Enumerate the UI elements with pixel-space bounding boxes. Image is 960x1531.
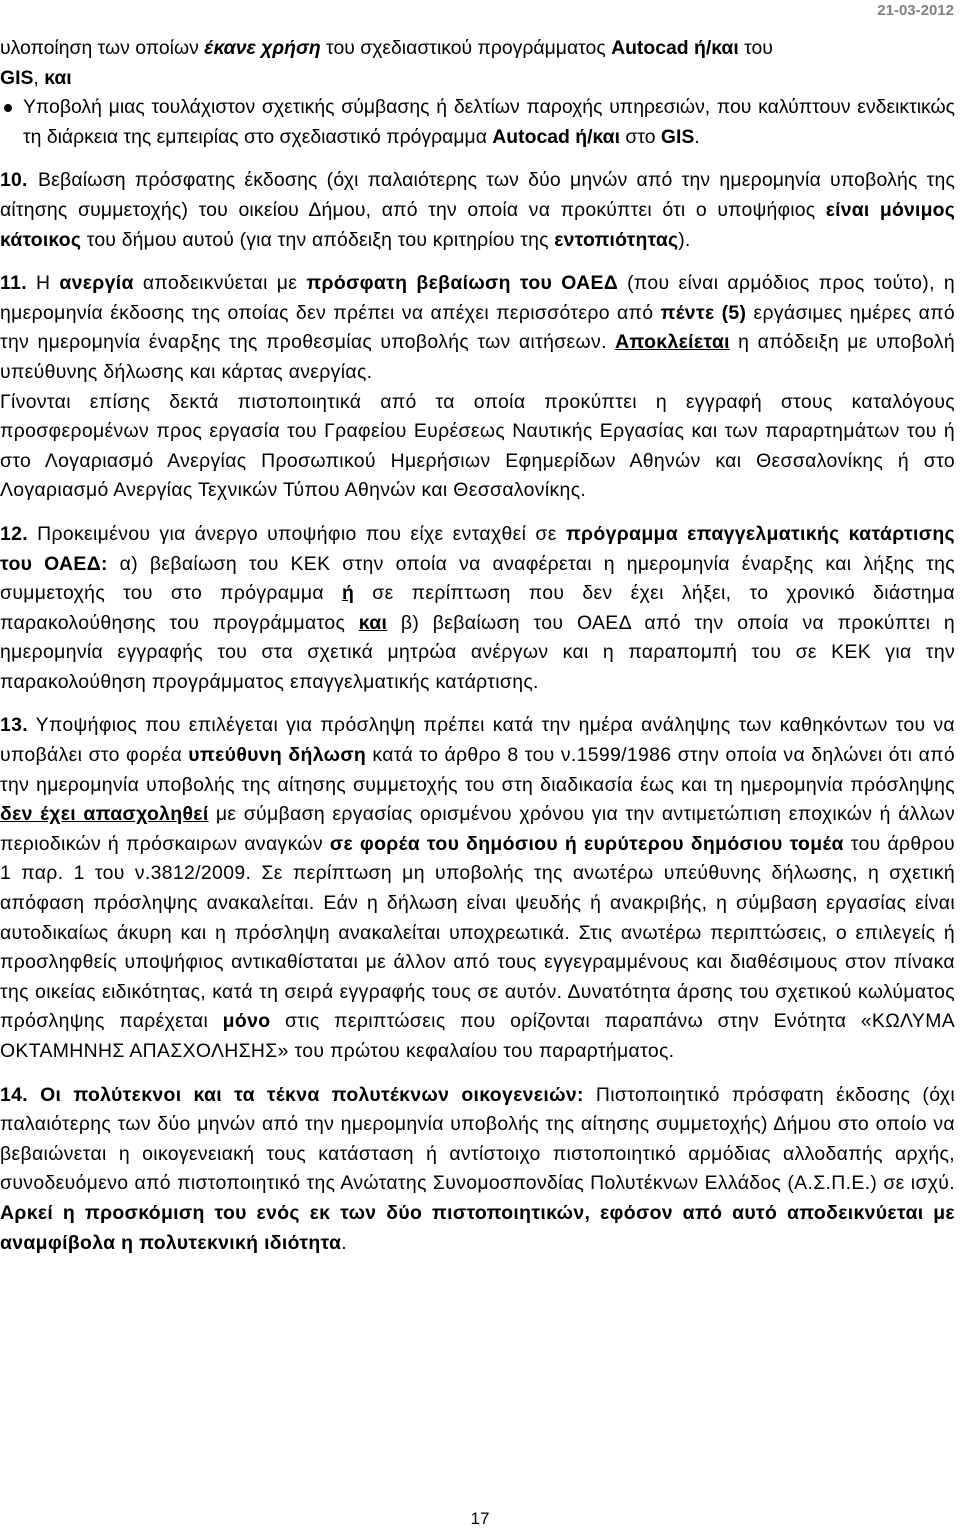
text: Υποψήφιος που επιλέγεται για πρόσληψη πρέπει κατά την ημέρα ανάληψης των καθηκόντων του να υποβάλει στο φορέα [0, 714, 955, 767]
paragraph-12 [0, 520, 955, 698]
text: β) βεβαίωση του ΟΑΕΔ από την οποία να προκύπτει η ημερομηνία εγγραφής του στα σχετικά μητρώα ανέργων και η παραπομπή του σε ΚΕΚ για την παρακολούθηση προγράμματος επαγγελματικής κατάρτισης. [0, 611, 955, 693]
emphasis-text: έκανε χρήση [204, 37, 321, 59]
emphasis-text: πέντε (5) [660, 301, 747, 324]
emphasis-text: : [100, 552, 120, 575]
emphasis-text: Οι πολύτεκνοι και τα τέκνα πολυτέκνων οικογενειών: [28, 1083, 584, 1106]
emphasis-text: πρόσφατη βεβαίωση του ΟΑΕΔ [306, 272, 619, 295]
paragraph-11-continued [0, 388, 955, 506]
text: κατά το άρθρο 8 του ν.1599/1986 στην οποία να δηλώνει ότι από την ημερομηνία υποβολής της αίτησης συμμετοχής του στη διαδικασία έως και τη ημερομηνία πρόσληψης [0, 744, 955, 796]
emphasis-text: υπεύθυνη δήλωση [188, 744, 367, 767]
text: εργάσιμες ημέρες από την ημερομηνία έναρξης της προθεσμίας υποβολής των αιτήσεων. [0, 301, 955, 354]
emphasis-text: Autocad ή/και [611, 37, 739, 59]
bullet-item [0, 93, 955, 152]
emphasis-text: μόνο [222, 1010, 271, 1033]
paragraph-number: 14. [0, 1083, 29, 1106]
document-body [0, 34, 955, 1258]
text: σε περίπτωση που δεν έχει λήξει, το χρονικό διάστημα παρακολούθησης του προγράμματος [0, 582, 955, 634]
text: ). [678, 228, 691, 251]
emphasis-text: είναι μόνιμος κάτοικος [0, 198, 955, 251]
paragraph-13 [0, 711, 955, 1066]
emphasis-text: Αρκεί η προσκόμιση του ενός εκ των δύο πιστοποιητικών, εφόσον από αυτό αποδεικνύεται με αναμφίβολα η πολυτεκνική ιδιότητα [0, 1201, 955, 1254]
text: Πιστοποιητικό πρόσφατη έκδοσης (όχι παλαιότερης των δύο μηνών από την ημερομηνία υποβολής της αίτησης συμμετοχής) Δήμου στο οποίο να βεβαιώνεται η οικογενειακή τους κατάσταση ή αντίστοιχο πιστοποιητικό αρμόδιας αλλοδαπής αρχής, συνοδευόμενο από πιστοποιητικό της Ανώτατης Συνομοσπονδίας Πολυτέκνων Ελλάδος (Α.Σ.Π.Ε.) σε ισχύ. [0, 1083, 955, 1195]
paragraph-14 [0, 1081, 955, 1259]
text: , [33, 66, 45, 89]
document-date: 21-03-2012 [877, 2, 954, 19]
bullet-dot-icon [4, 104, 12, 112]
text: Γίνονται επίσης δεκτά πιστοποιητικά από τα οποία προκύπτει η εγγραφή στους καταλόγους προσφερομένων προς εργασία του Γραφείου Ευρέσεως Ναυτικής Εργασίας και των παραρτημάτων του ή στο Λογαριασμό Ανεργίας Προσωπικού Ημερήσιων Εφημερίδων Αθηνών και Θεσσαλονίκης ή στο Λογαριασμό Ανεργίας Τεχνικών Τύπου Αθηνών και Θεσσαλονίκης. [0, 390, 955, 502]
text: αποδεικνύεται με [133, 272, 307, 295]
text: η απόδειξη με υποβολή υπεύθυνης δήλωσης και κάρτας ανεργίας. [0, 331, 955, 383]
emphasis-text: GIS [0, 66, 34, 89]
emphasis-text: Αποκλείεται [615, 331, 730, 354]
paragraph-10 [0, 166, 955, 255]
text: με σύμβαση εργασίας ορισμένου χρόνου για την αντιμετώπιση εποχικών ή άλλων περιοδικών ή πρόσκαιρων αναγκών [0, 803, 955, 855]
text: α) βεβαίωση του ΚΕΚ στην οποία να αναφέρεται η ημερομηνία έναρξης και λήξης της συμμετοχής του στο πρόγραμμα [0, 552, 955, 605]
emphasis-text: ή [342, 582, 355, 605]
text: Υποβολή μιας τουλάχιστον σχετικής σύμβασης ή δελτίων παροχής υπηρεσιών, που καλύπτουν ενδεικτικώς τη διάρκεια της εμπειρίας στο σχεδιαστικό πρόγραμμα [23, 96, 955, 148]
paragraph-11 [0, 269, 955, 387]
text: υλοποίηση των οποίων [0, 37, 205, 59]
text: του άρθρου 1 παρ. 1 του ν.3812/2009. Σε περίπτωση μη υποβολής της ανωτέρω υπεύθυνης δήλωσης, η σχετική απόφαση πρόσληψης ανακαλείται. Εάν η δήλωση είναι ψευδής ή ανακριβής, η σύμβαση εργασίας είναι αυτοδικαίως άκυρη και η πρόσληψη ανακαλείται υποχρεωτικά. Στις ανωτέρω περιπτώσεις, ο επιλεγείς ή προσληφθείς υποψήφιος αντικαθίσταται με άλλον από τους εγγεγραμμένους και διαθέσιμους στον πίνακα της οικείας ειδικότητας, κατά τη σειρά εγγραφής τους σε αυτόν. Δυνατότητα άρσης του σχετικού κωλύματος πρόσληψης παρέχεται [0, 832, 956, 1033]
emphasis-text: σε φορέα του δημόσιου ή ευρύτερου δημόσιου τομέα [329, 832, 844, 855]
text: του δήμου αυτού (για την απόδειξη του κριτηρίου της [81, 228, 555, 251]
emphasis-text: εντοπιότητας [554, 228, 679, 251]
emphasis-text: πρόγραμμα επαγγελματικής κατάρτισης του ΟΑΕΔ [0, 522, 955, 575]
paragraph-number: 12. [0, 522, 29, 545]
emphasis-text: ανεργία [59, 272, 134, 295]
text: . [694, 125, 700, 148]
text: Η [26, 272, 60, 295]
text: Βεβαίωση πρόσφατης έκδοσης (όχι παλαιότερης των δύο μηνών από την ημερομηνία υποβολής της αίτησης συμμετοχής) του οικείου Δήμου, από την οποία να προκύπτει ότι ο υποψήφιος [0, 169, 955, 221]
emphasis-text: GIS [660, 125, 695, 148]
emphasis-text: δεν έχει απασχοληθεί [0, 803, 209, 826]
text: Προκειμένου για άνεργο υποψήφιο που είχε ενταχθεί σε [28, 522, 566, 545]
text: του σχεδιαστικού προγράμματος [320, 37, 612, 59]
paragraph-number: 11. [0, 272, 27, 295]
text: . [341, 1231, 347, 1254]
paragraph-number: 10. [0, 169, 28, 192]
text: (που είναι αρμόδιος προς τούτο), η ημερομηνία έκδοσης της οποίας δεν πρέπει να απέχει περισσότερο από [0, 272, 955, 324]
text: στο [619, 125, 661, 148]
paragraph-number: 13. [0, 714, 29, 737]
emphasis-text: Autocad ή/και [492, 125, 620, 148]
emphasis-text: και [44, 66, 72, 89]
text: του [738, 37, 773, 59]
emphasis-text: και [358, 611, 388, 634]
page-number: 17 [470, 1509, 490, 1528]
intro-paragraph [0, 34, 955, 93]
text: στις περιπτώσεις που ορίζονται παραπάνω στην Ενότητα «ΚΩΛΥΜΑ ΟΚΤΑΜΗΝΗΣ ΑΠΑΣΧΟΛΗΣΗΣ» του πρώτου κεφαλαίου του παραρτήματος. [0, 1010, 955, 1062]
